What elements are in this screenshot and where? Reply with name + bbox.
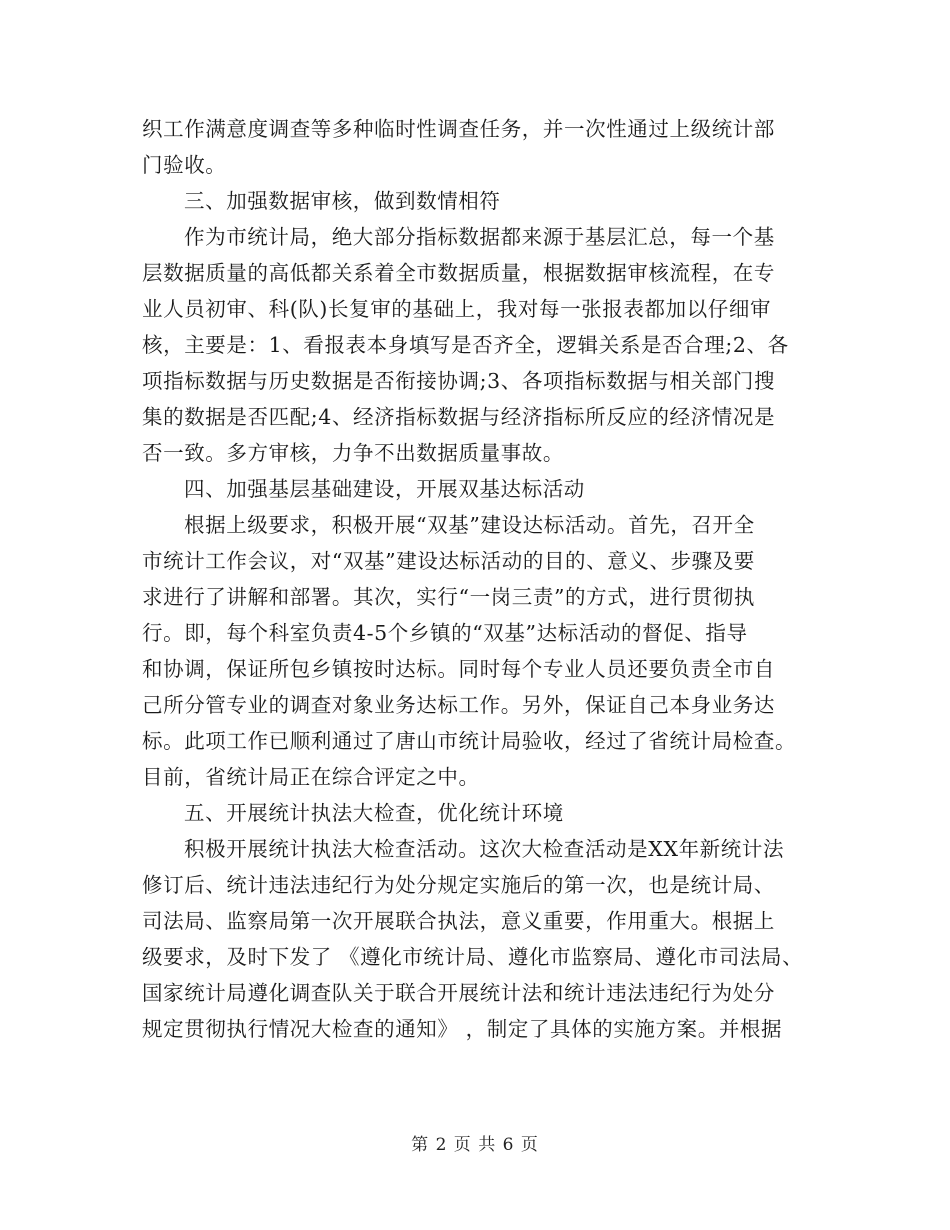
text-line: 根据上级要求，积极开展“双基”建设达标活动。首先，召开全 — [184, 513, 755, 537]
text-line: 织工作满意度调查等多种临时性调查任务，并一次性通过上级统计部 — [142, 117, 775, 141]
text-line: 级要求，及时下发了 《遵化市统计局、遵化市监察局、遵化市司法局、 — [142, 945, 804, 969]
text-line: 积极开展统计执法大检查活动。这次大检查活动是XX年新统计法 — [184, 837, 785, 861]
text-line: 业人员初审、科(队)长复审的基础上，我对每一张报表都加以仔细审 — [142, 297, 772, 321]
text-line: 和协调，保证所包乡镇按时达标。同时每个专业人员还要负责全市自 — [142, 657, 775, 681]
text-line: 司法局、监察局第一次开展联合执法，意义重要，作用重大。根据上 — [142, 909, 775, 933]
text-line: 否一致。多方审核，力争不出数据质量事故。 — [142, 441, 564, 465]
text-line: 作为市统计局，绝大部分指标数据都来源于基层汇总，每一个基 — [184, 225, 775, 249]
text-line: 求进行了讲解和部署。其次，实行“一岗三责”的方式，进行贯彻执 — [142, 585, 755, 609]
text-line: 目前，省统计局正在综合评定之中。 — [142, 765, 480, 789]
text-line: 项指标数据与历史数据是否衔接协调;3、各项指标数据与相关部门搜 — [142, 369, 776, 393]
text-line: 修订后、统计违法违纪行为处分规定实施后的第一次，也是统计局、 — [142, 873, 775, 897]
section-heading: 三、加强数据审核，做到数情相符 — [184, 189, 501, 213]
page-number: 第 2 页 共 6 页 — [411, 1135, 539, 1155]
text-line: 层数据质量的高低都关系着全市数据质量，根据数据审核流程，在专 — [142, 261, 775, 285]
section-heading: 四、加强基层基础建设，开展双基达标活动 — [184, 477, 585, 501]
section-heading: 五、开展统计执法大检查，优化统计环境 — [184, 801, 564, 825]
text-line: 己所分管专业的调查对象业务达标工作。另外，保证自己本身业务达 — [142, 693, 775, 717]
text-line: 市统计工作会议，对“双基”建设达标活动的目的、意义、步骤及要 — [142, 549, 755, 573]
text-line: 标。此项工作已顺利通过了唐山市统计局验收，经过了省统计局检查。 — [142, 729, 797, 753]
text-line: 国家统计局遵化调查队关于联合开展统计法和统计违法违纪行为处分 — [142, 981, 775, 1005]
text-line: 行。即，每个科室负责4-5个乡镇的“双基”达标活动的督促、指导 — [142, 621, 748, 645]
text-line: 规定贯彻执行情况大检查的通知》 ，制定了具体的实施方案。并根据 — [142, 1017, 783, 1041]
text-line: 核，主要是：1、看报表本身填写是否齐全，逻辑关系是否合理;2、各 — [142, 333, 789, 357]
text-line: 集的数据是否匹配;4、经济指标数据与经济指标所反应的经济情况是 — [142, 405, 776, 429]
text-line: 门验收。 — [142, 153, 227, 177]
